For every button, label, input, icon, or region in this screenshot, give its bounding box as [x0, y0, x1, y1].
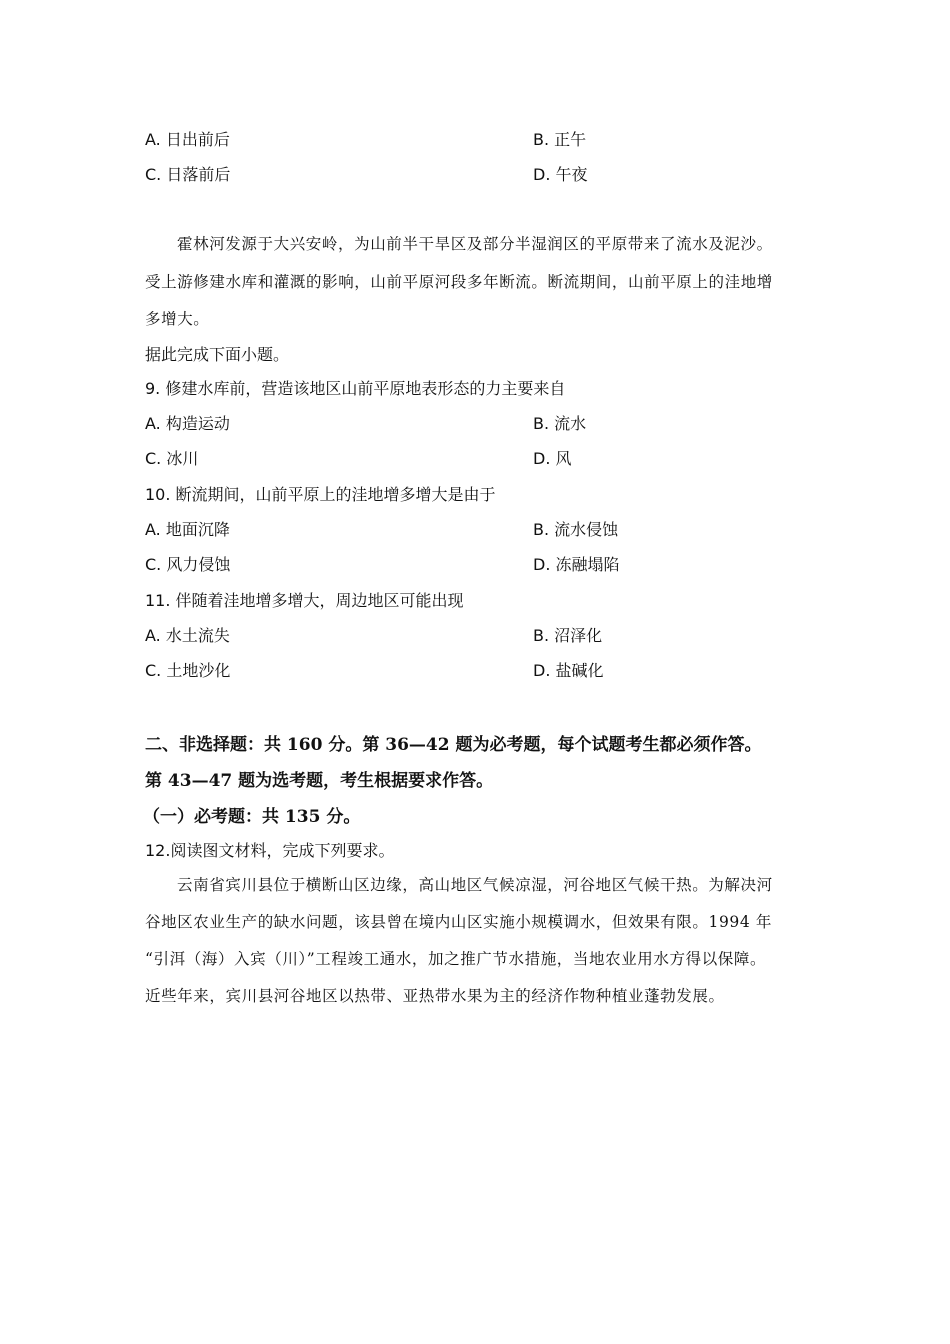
option-text: 盐碱化: [555, 661, 604, 680]
question-text: 断流期间，山前平原上的洼地增多增大是由于: [175, 485, 496, 504]
q10-option-a[interactable]: [145, 517, 230, 540]
q9-option-a[interactable]: [145, 411, 230, 434]
q8-option-d[interactable]: [533, 162, 588, 185]
q12-material-line1: 云南省宾川县位于横断山区边缘，高山地区气候凉湿，河谷地区气候干热。为解决河: [177, 876, 773, 894]
q9-stem: [145, 376, 565, 399]
option-text: 风力侵蚀: [166, 555, 231, 574]
option-text: 正午: [554, 130, 587, 149]
q8-option-c[interactable]: [145, 162, 230, 185]
q12-stem: [145, 838, 394, 861]
question-number: 10.: [145, 485, 171, 504]
section2-heading-line1: 二、非选择题：共 160 分。第 36—42 题为必考题，每个试题考生都必须作答。: [145, 735, 762, 755]
option-label: C.: [145, 449, 162, 468]
question-number: 9.: [145, 379, 161, 398]
q11-stem: [145, 588, 464, 611]
option-label: A.: [145, 520, 161, 539]
q10-option-c[interactable]: [145, 552, 230, 575]
option-text: 构造运动: [165, 414, 230, 433]
passage1-line2: 受上游修建水库和灌溉的影响，山前平原河段多年断流。断流期间，山前平原上的洼地增: [145, 273, 773, 291]
option-label: A.: [145, 626, 161, 645]
option-text: 日出前后: [165, 130, 230, 149]
question-number: 12.: [145, 841, 171, 860]
option-label: C.: [145, 165, 162, 184]
q9-option-d[interactable]: [533, 446, 572, 469]
q12-material-line4: 近些年来，宾川县河谷地区以热带、亚热带水果为主的经济作物种植业蓬勃发展。: [145, 987, 725, 1005]
section2-heading-line2: 第 43—47 题为选考题，考生根据要求作答。: [145, 771, 494, 791]
q9-option-c[interactable]: [145, 446, 198, 469]
question-text: 伴随着洼地增多增大，周边地区可能出现: [175, 591, 464, 610]
option-text: 风: [555, 449, 572, 468]
option-text: 日落前后: [166, 165, 231, 184]
section2-subheading: （一）必考题：共 135 分。: [143, 807, 361, 827]
question-text: 阅读图文材料，完成下列要求。: [170, 841, 395, 860]
passage1-prompt: 据此完成下面小题。: [145, 345, 290, 364]
question-number: 11.: [145, 591, 171, 610]
q9-option-b[interactable]: [533, 411, 586, 434]
option-label: B.: [533, 414, 550, 433]
option-label: D.: [533, 555, 551, 574]
option-label: C.: [145, 661, 162, 680]
option-label: D.: [533, 449, 551, 468]
option-label: A.: [145, 130, 161, 149]
option-label: A.: [145, 414, 161, 433]
q12-material-line3: “引洱（海）入宾（川）”工程竣工通水，加之推广节水措施，当地农业用水方得以保障。: [145, 950, 767, 968]
option-text: 流水: [554, 414, 587, 433]
option-text: 流水侵蚀: [554, 520, 619, 539]
option-text: 冻融塌陷: [555, 555, 620, 574]
option-label: B.: [533, 626, 550, 645]
passage1-line1: 霍林河发源于大兴安岭，为山前半干旱区及部分半湿润区的平原带来了流水及泥沙。: [177, 235, 773, 253]
option-text: 地面沉降: [165, 520, 230, 539]
q11-option-c[interactable]: [145, 658, 230, 681]
option-text: 水土流失: [165, 626, 230, 645]
option-label: D.: [533, 165, 551, 184]
option-label: B.: [533, 130, 550, 149]
option-text: 冰川: [166, 449, 199, 468]
q8-option-b[interactable]: [533, 127, 586, 150]
option-text: 沼泽化: [554, 626, 603, 645]
q11-option-d[interactable]: [533, 658, 604, 681]
option-text: 午夜: [555, 165, 588, 184]
q11-option-b[interactable]: [533, 623, 602, 646]
q10-option-b[interactable]: [533, 517, 618, 540]
q11-option-a[interactable]: [145, 623, 230, 646]
option-text: 土地沙化: [166, 661, 231, 680]
q10-option-d[interactable]: [533, 552, 620, 575]
q10-stem: [145, 482, 496, 505]
question-text: 修建水库前，营造该地区山前平原地表形态的力主要来自: [165, 379, 566, 398]
passage1-line3: 多增大。: [145, 310, 210, 328]
option-label: C.: [145, 555, 162, 574]
q8-option-a[interactable]: [145, 127, 230, 150]
option-label: B.: [533, 520, 550, 539]
q12-material-line2: 谷地区农业生产的缺水问题，该县曾在境内山区实施小规模调水，但效果有限。1994 年: [145, 913, 772, 931]
option-label: D.: [533, 661, 551, 680]
